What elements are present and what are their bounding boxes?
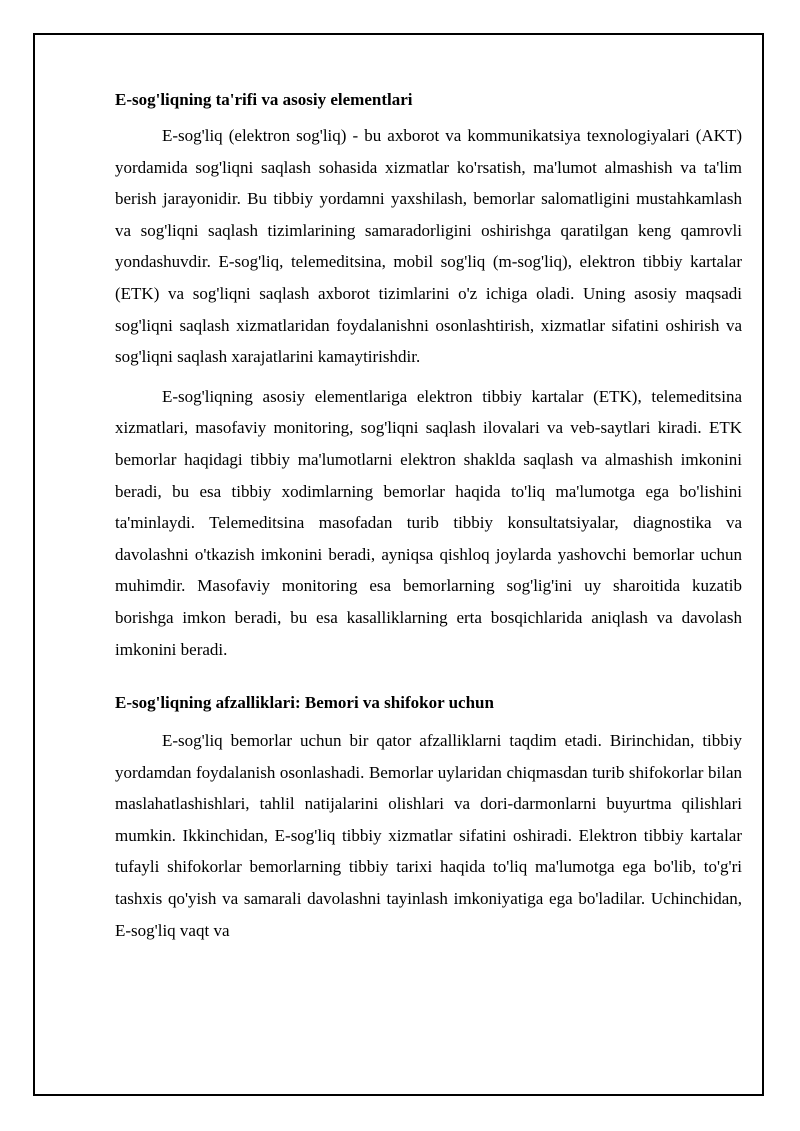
paragraph-definition: E-sog'liq (elektron sog'liq) - bu axborot va kommunikatsiya texnologiyalari (AKT) yordamida sog'liqni saqlash sohasida xizmatlar ko'rsatish, ma'lumot almashish va ta'lim berish jarayonidir. Bu tibbiy yordamni yaxshilash, bemorlar salomatligini mustahkamlash va sog'liqni saqlash tizimlarining samaradorligini oshirishga qaratilgan keng qamrovli yondashuvdir. E-sog'liq, telemeditsina, mobil sog'liq (m-sog'liq), elektron tibbiy kartalar (ETK) va sog'liqni saqlash axborot tizimlarini o'z ichiga oladi. Uning asosiy maqsadi sog'liqni saqlash xizmatlaridan foydalanishni osonlashtirish, xizmatlar sifatini oshirish va sog'liqni saqlash xarajatlarini kamaytirishdir.	[115, 126, 742, 367]
section-heading-advantages: E-sog'liqning afzalliklari: Bemori va shifokor uchun	[115, 693, 494, 713]
paragraph-elements: E-sog'liqning asosiy elementlariga elektron tibbiy kartalar (ETK), telemeditsina xizmatlari, masofaviy monitoring, sog'liqni saqlash ilovalari va veb-saytlari kiradi. ETK bemorlar haqidagi tibbiy ma'lumotlarni elektron shaklda saqlash va almashish imkonini beradi, bu esa tibbiy xodimlarning bemorlar haqida to'liq ma'lumotga ega bo'lishini ta'minlaydi. Telemeditsina masofadan turib tibbiy konsultatsiyalar, diagnostika va davolashni o'tkazish imkonini beradi, ayniqsa qishloq joylarda yashovchi bemorlar uchun muhimdir. Masofaviy monitoring esa bemorlarning sog'lig'ini uy sharoitida kuzatib borishga imkon beradi, bu esa kasalliklarning erta bosqichlarida aniqlash va davolash imkonini beradi.	[115, 386, 742, 659]
paragraph-advantages: E-sog'liq bemorlar uchun bir qator afzalliklarni taqdim etadi. Birinchidan, tibbiy yordamdan foydalanish osonlashadi. Bemorlar uylaridan chiqmasdan turib shifokorlar bilan maslahatlashishlari, tahlil natijalarini olishlari va dori-darmonlarni buyurtma qilishlari mumkin. Ikkinchidan, E-sog'liq tibbiy xizmatlar sifatini oshiradi. Elektron tibbiy kartalar tufayli shifokorlar bemorlarning tibbiy tarixi haqida to'liq ma'lumotga ega bo'lib, to'g'ri tashxis qo'yish va samarali davolashni tayinlash imkoniyatiga ega bo'ladilar. Uchinchidan, E-sog'liq vaqt va	[115, 731, 742, 940]
section-heading-definition: E-sog'liqning ta'rifi va asosiy elementlari	[115, 90, 413, 109]
document-body	[115, 86, 742, 946]
